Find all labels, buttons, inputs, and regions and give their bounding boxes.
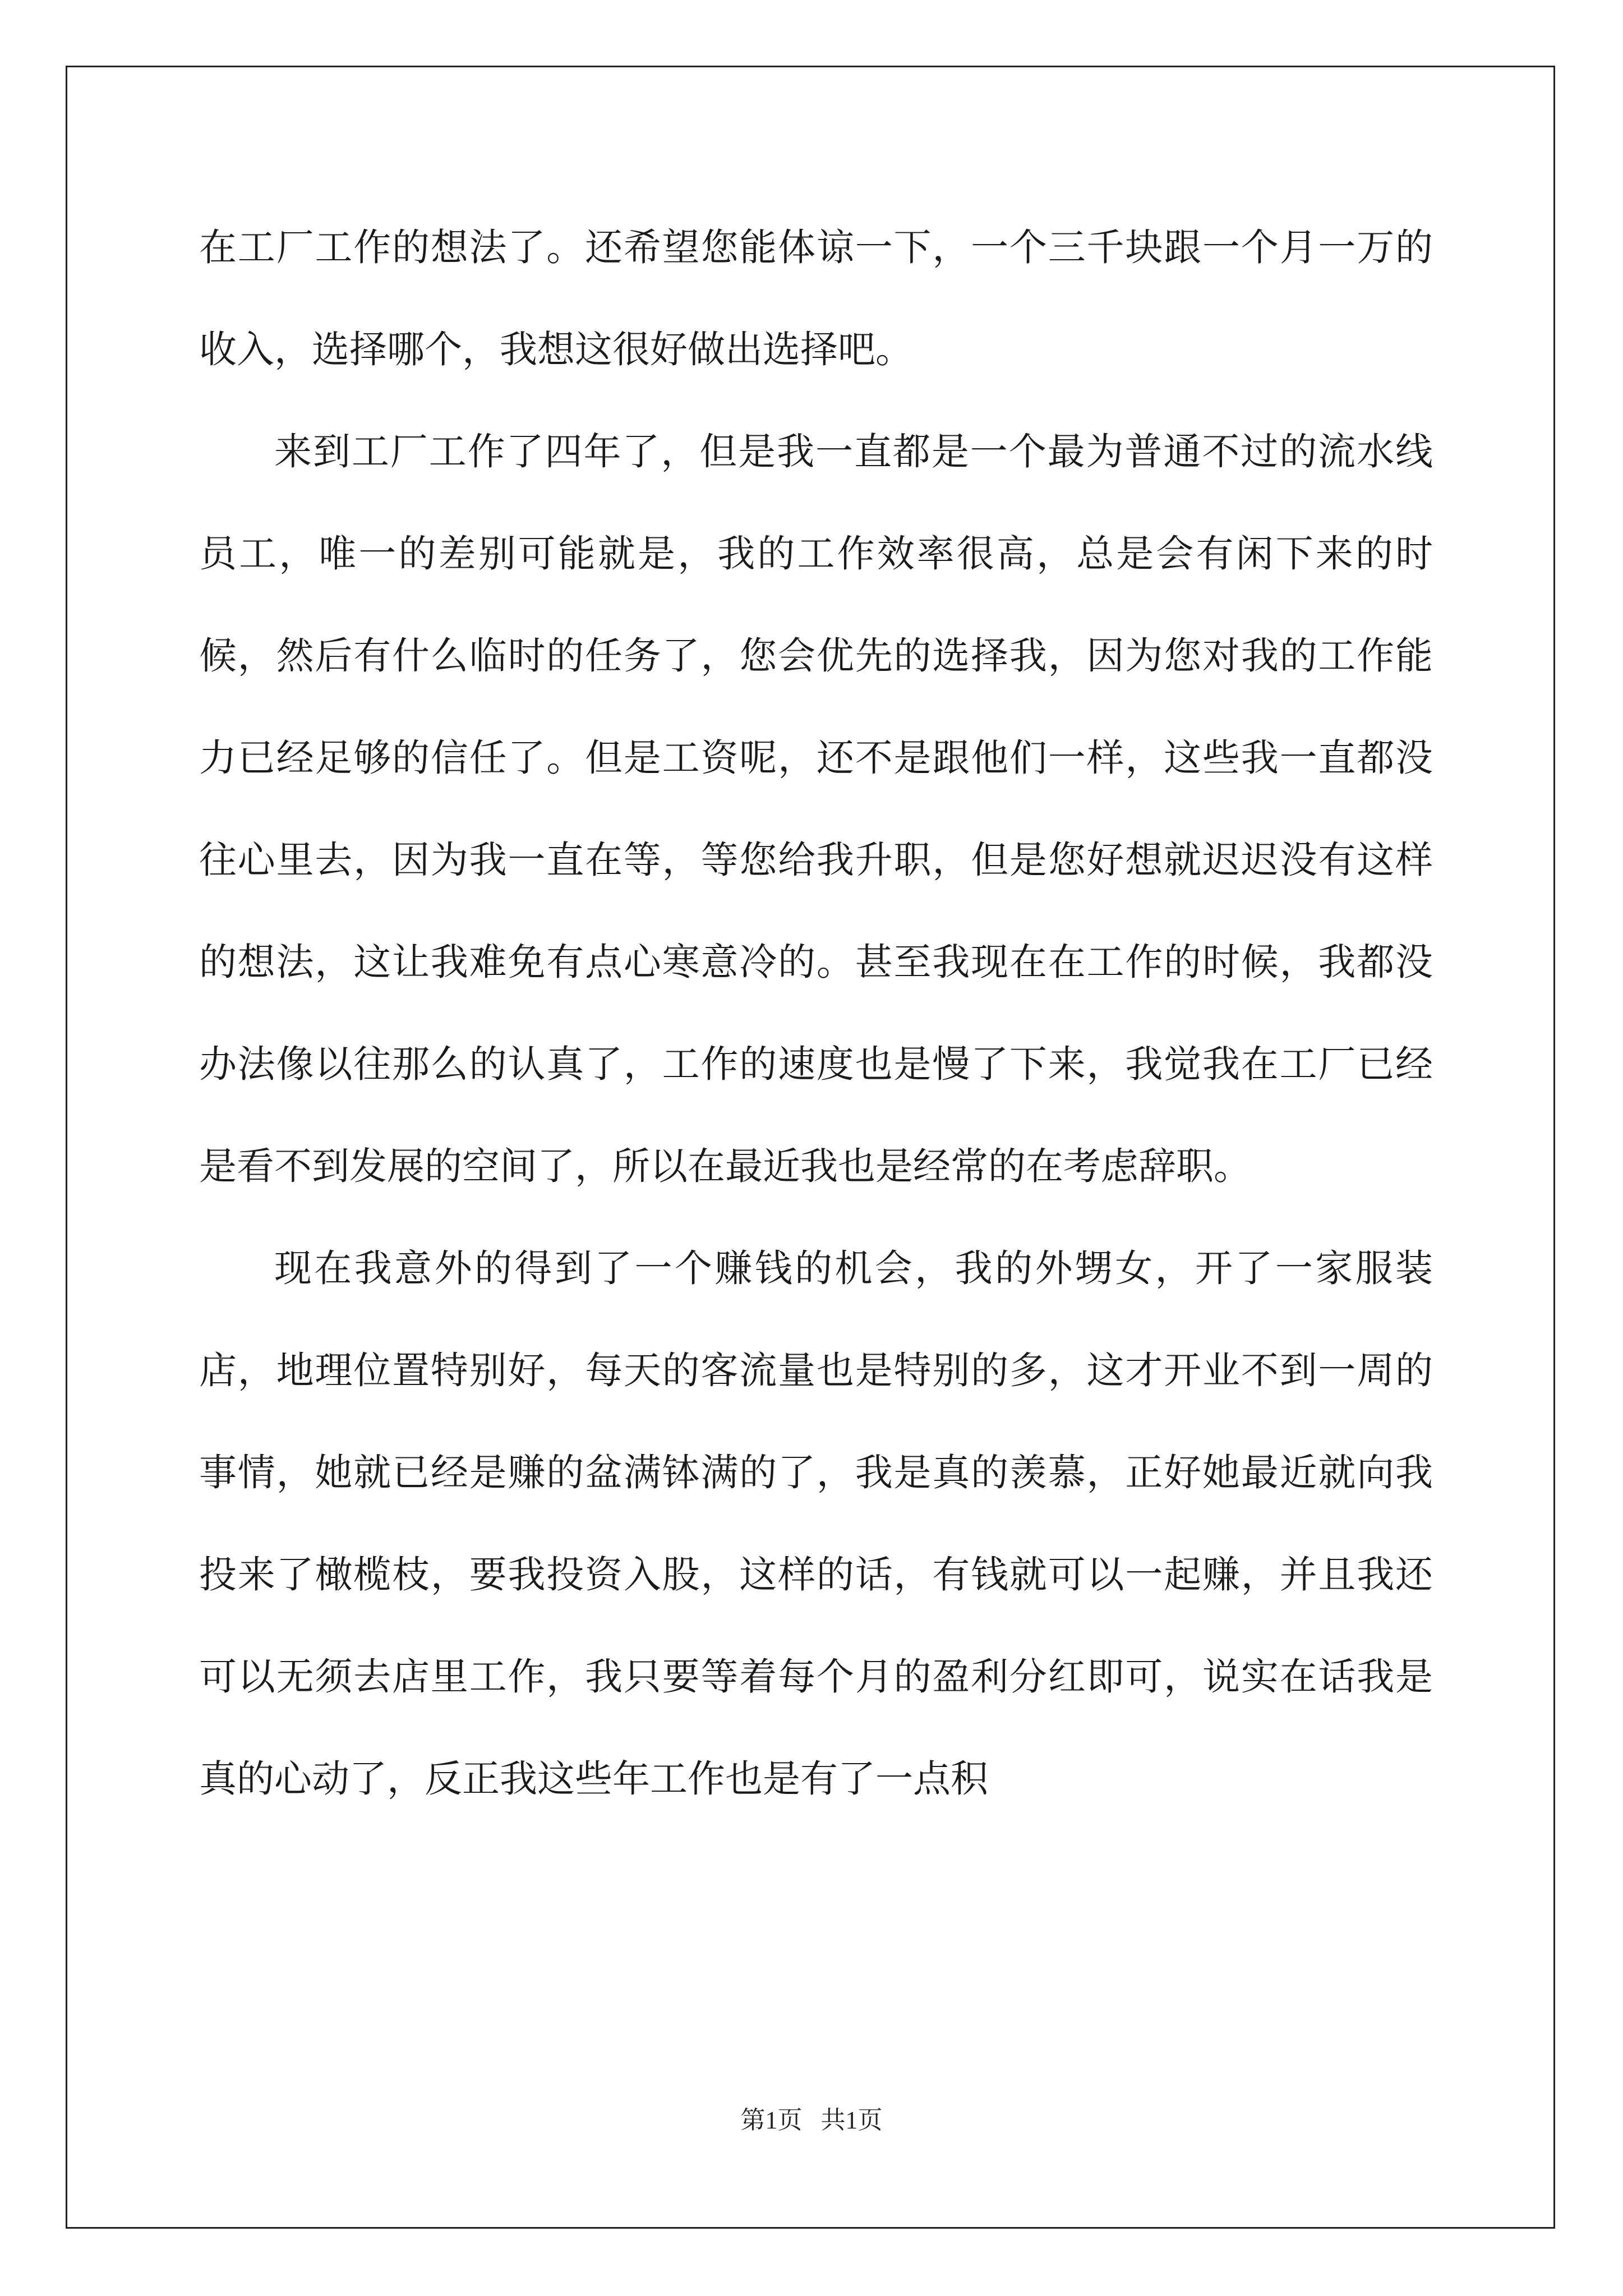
paragraph-opportunity: 现在我意外的得到了一个赚钱的机会，我的外甥女，开了一家服装店，地理位置特别好，每天的客流量也是特别的多，这才开业不到一周的事情，她就已经是赚的盆满钵满的了，我是真的羡慕，正好她最近就向我投来了橄榄枝，要我投资入股，这样的话，有钱就可以一起赚，并且我还可以无须去店里工作，我只要等着每个月的盈利分红即可，说实在话我是真的心动了，反正我这些年工作也是有了一点积 — [199, 1246, 1433, 1801]
page-footer: 第1页 共1页 — [740, 2106, 883, 2134]
document-body — [199, 196, 1433, 1830]
paragraph-continued: 在工厂工作的想法了。还希望您能体谅一下，一个三千块跟一个月一万的收入，选择哪个，我想这很好做出选择吧。 — [199, 226, 1433, 371]
paragraph-factory-work: 来到工厂工作了四年了，但是我一直都是一个最为普通不过的流水线员工，唯一的差别可能就是，我的工作效率很高，总是会有闲下来的时候，然后有什么临时的任务了，您会优先的选择我，因为您对我的工作能力已经足够的信任了。但是工资呢，还不是跟他们一样，这些我一直都没往心里去，因为我一直在等，等您给我升职，但是您好想就迟迟没有这样的想法，这让我难免有点心寒意冷的。甚至我现在在工作的时候，我都没办法像以往那么的认真了，工作的速度也是慢了下来，我觉我在工厂已经是看不到发展的空间了，所以在最近我也是经常的在考虑辞职。 — [199, 430, 1433, 1188]
